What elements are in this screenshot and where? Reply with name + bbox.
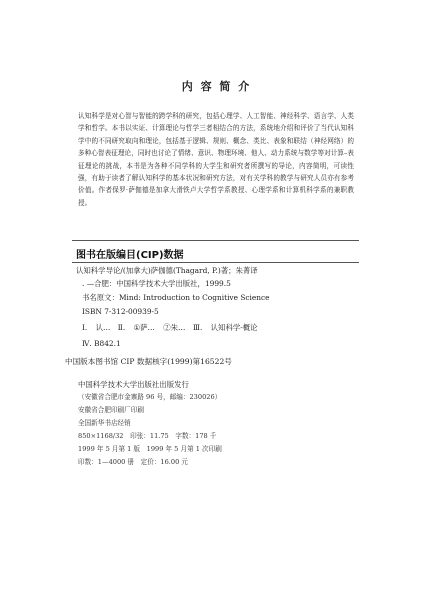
publisher-address-line: （安徽省合肥市金寨路 96 号，邮编：230026） <box>78 393 222 401</box>
publisher-line: 中国科学技术大学出版社出版发行 <box>78 380 189 389</box>
cip-heading: 图书在版编目(CIP)数据 <box>76 250 184 261</box>
cip-record-number-line: 中国版本图书馆 CIP 数据核字(1999)第16522号 <box>65 357 232 366</box>
format-line: 850×1168/32 印张：11.75 字数：178 千 <box>78 432 217 440</box>
cip-classification-line: Ⅳ. B842.1 <box>82 339 121 348</box>
edition-line: 1999 年 5 月第 1 版 1999 年 5 月第 1 次印刷 <box>78 445 222 453</box>
summary-title: 内 容 简 介 <box>181 80 252 93</box>
cip-publisher-line: . —合肥：中国科学技术大学出版社，1999.5 <box>82 279 231 288</box>
printer-line: 安徽省合肥印刷厂印刷 <box>78 406 144 414</box>
cip-title-line: 认知科学导论/(加拿大)萨伽德(Thagard, P.)著；朱菁译 <box>76 266 258 275</box>
cip-subject-line: Ⅰ. 认… Ⅱ. ①萨… ②朱… Ⅲ. 认知科学-概论 <box>82 323 258 332</box>
summary-body: 认知科学是对心智与智能的跨学科的研究，包括心理学、人工智能、神经科学、语言学、人类学和哲学。本书以实证、计算理论与哲学三者相结合的方法，系统地介绍和评价了当代认知科学中的不同研究取向和理论，包括基于逻辑、规则、概念、类比、表象和联结（神经网络）的多种心智表征理论，同时也讨论了情绪、意识、物理环境、他人、动力系统与数学等对计算–表征理论的挑战，本书是为各种不同学科的大学生和研究者所撰写的导论，内容简明，可读性强，有助于读者了解认知科学的基本状况和研究方法，对有关学科的教学与研究人员亦有参考价值。作者保罗·萨伽德是加拿大滑铁卢大学哲学系教授、心理学系和计算机科学系的兼职教授。 <box>78 112 354 207</box>
price-line: 印数：1—4000 册 定价：16.00 元 <box>78 458 188 466</box>
distributor-line: 全国新华书店经销 <box>78 419 131 427</box>
cip-original-title-line: 书名原文：Mind: Introduction to Cognitive Science <box>82 293 270 302</box>
cip-isbn-line: ISBN 7-312-00939-5 <box>82 307 159 316</box>
divider <box>72 240 359 241</box>
divider <box>72 262 359 263</box>
